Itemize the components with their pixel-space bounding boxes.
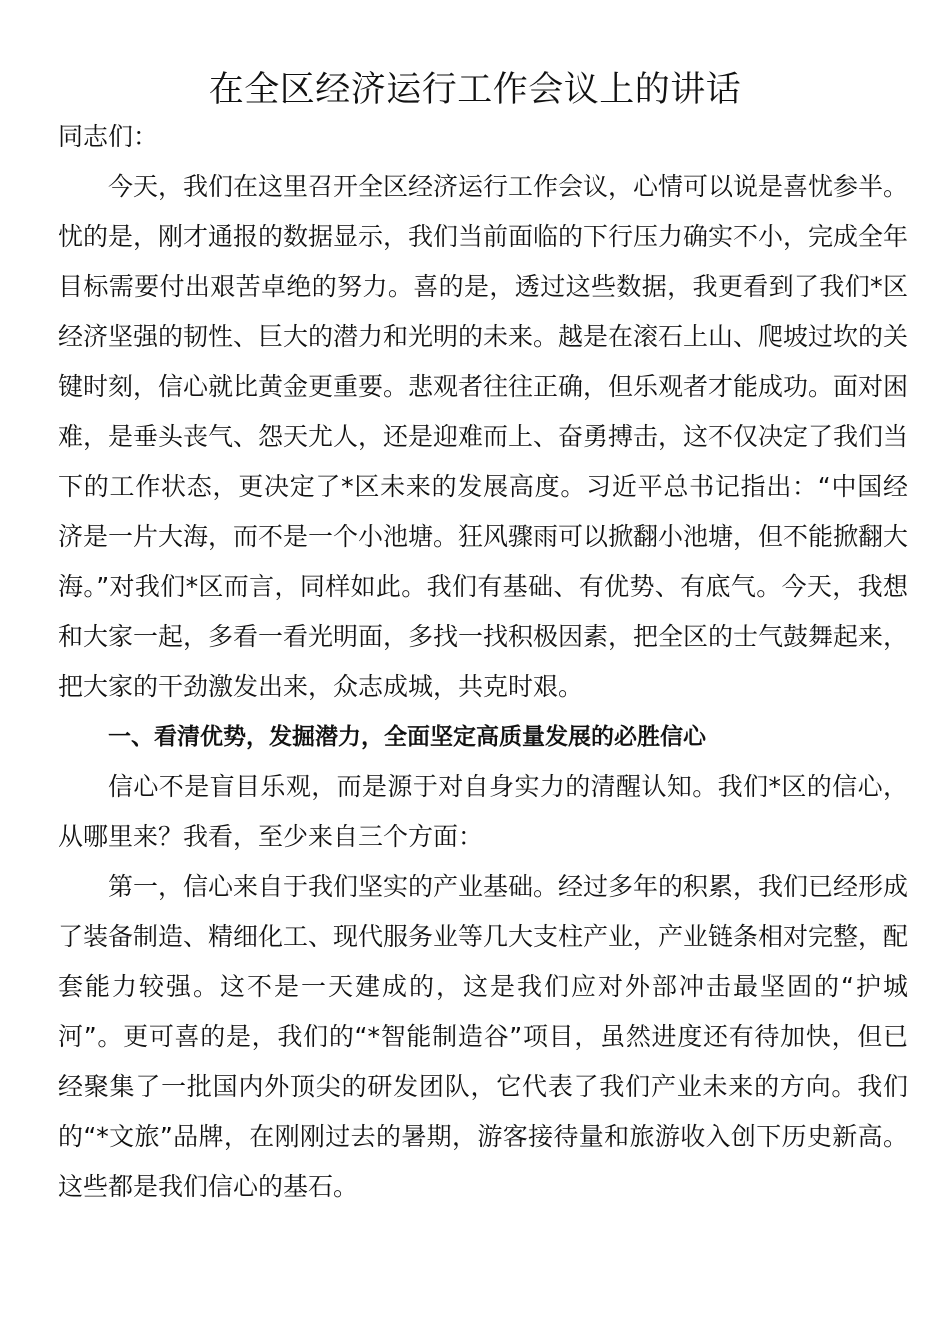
salutation: 同志们： — [58, 122, 159, 151]
document-body — [58, 112, 908, 1212]
paragraph-intro: 今天，我们在这里召开全区经济运行工作会议，心情可以说是喜忧参半。忧的是，刚才通报的数据显示，我们当前面临的下行压力确实不小，完成全年目标需要付出艰苦卓绝的努力。喜的是，透过这些数据，我更看到了我们*区经济坚强的韧性、巨大的潜力和光明的未来。越是在滚石上山、爬坡过坎的关键时刻，信心就比黄金更重要。悲观者往往正确，但乐观者才能成功。面对困难，是垂头丧气、怨天尤人，还是迎难而上、奋勇搏击，这不仅决定了我们当下的工作状态，更决定了*区未来的发展高度。习近平总书记指出：“中国经济是一片大海，而不是一个小池塘。狂风骤雨可以掀翻小池塘，但不能掀翻大海。”对我们*区而言，同样如此。我们有基础、有优势、有底气。今天，我想和大家一起，多看一看光明面，多找一找积极因素，把全区的士气鼓舞起来，把大家的干劲激发出来，众志成城，共克时艰。 — [58, 172, 909, 701]
section-heading: 一、看清优势，发掘潜力，全面坚定高质量发展的必胜信心 — [108, 724, 706, 750]
paragraph-confidence-source: 信心不是盲目乐观，而是源于对自身实力的清醒认知。我们*区的信心，从哪里来？我看，至少来自三个方面： — [58, 772, 908, 851]
document-title: 在全区经济运行工作会议上的讲话 — [208, 70, 742, 110]
paragraph-industrial-base: 第一，信心来自于我们坚实的产业基础。经过多年的积累，我们已经形成了装备制造、精细化工、现代服务业等几大支柱产业，产业链条相对完整，配套能力较强。这不是一天建成的，这是我们应对外部冲击最坚固的“护城河”。更可喜的是，我们的“*智能制造谷”项目，虽然进度还有待加快，但已经聚集了一批国内外顶尖的研发团队，它代表了我们产业未来的方向。我们的“*文旅”品牌，在刚刚过去的暑期，游客接待量和旅游收入创下历史新高。这些都是我们信心的基石。 — [58, 872, 909, 1201]
